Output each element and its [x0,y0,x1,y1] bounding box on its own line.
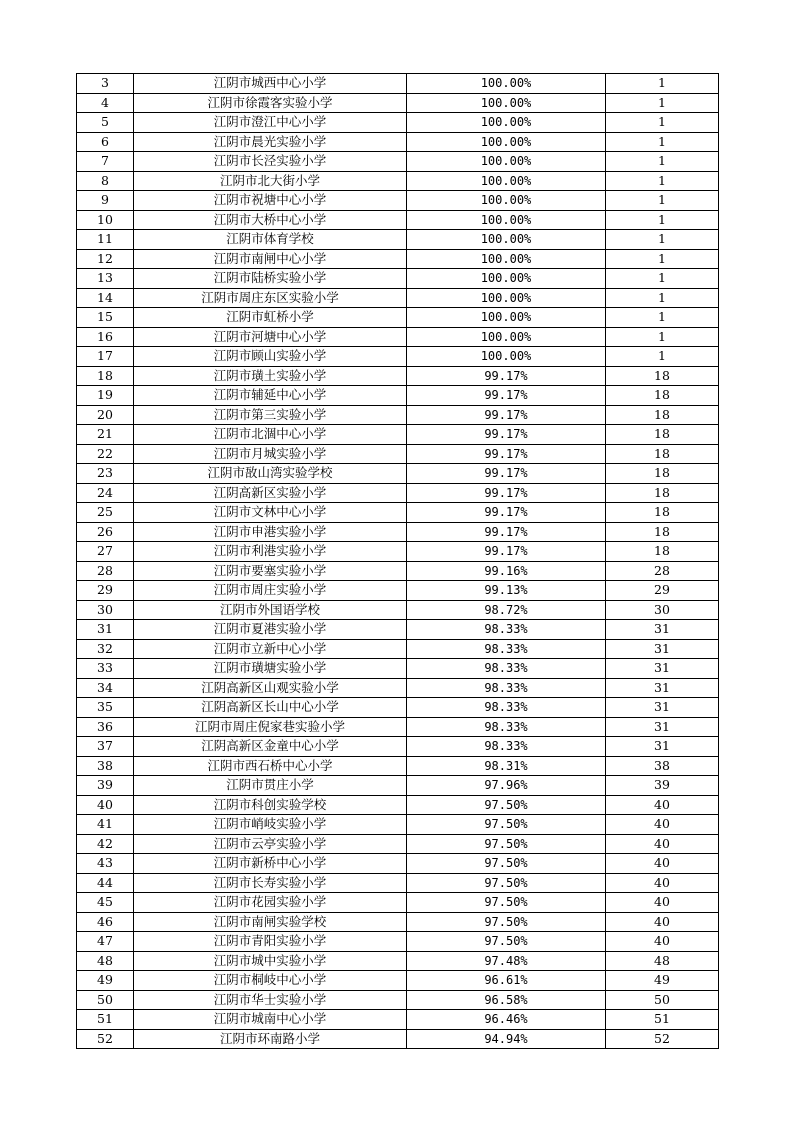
table-row [77,522,719,542]
rank-cell: 1 [606,132,719,152]
rank-cell: 1 [606,347,719,367]
school-name-cell: 江阴市贯庄小学 [134,776,407,796]
rate-cell: 94.94% [407,1029,606,1049]
rank-cell: 1 [606,191,719,211]
school-name-cell: 江阴市虹桥小学 [134,308,407,328]
row-number-cell: 7 [77,152,134,172]
row-number-cell: 16 [77,327,134,347]
school-name-cell: 江阴市祝塘中心小学 [134,191,407,211]
rank-cell: 1 [606,93,719,113]
school-name-cell: 江阴市体育学校 [134,230,407,250]
rate-cell: 98.72% [407,600,606,620]
rate-cell: 99.17% [407,483,606,503]
table-row [77,93,719,113]
rate-cell: 99.17% [407,444,606,464]
table-row [77,912,719,932]
rate-cell: 100.00% [407,74,606,94]
rank-cell: 1 [606,171,719,191]
table-row [77,581,719,601]
row-number-cell: 14 [77,288,134,308]
row-number-cell: 4 [77,93,134,113]
school-name-cell: 江阴市璜塘实验小学 [134,659,407,679]
row-number-cell: 40 [77,795,134,815]
school-name-cell: 江阴市月城实验小学 [134,444,407,464]
rank-cell: 1 [606,288,719,308]
row-number-cell: 46 [77,912,134,932]
rate-cell: 100.00% [407,132,606,152]
table-row [77,834,719,854]
table-row [77,717,719,737]
rank-cell: 1 [606,210,719,230]
table-row [77,210,719,230]
rank-cell: 52 [606,1029,719,1049]
school-name-cell: 江阴市长泾实验小学 [134,152,407,172]
rate-cell: 100.00% [407,210,606,230]
rank-cell: 40 [606,795,719,815]
rank-cell: 18 [606,542,719,562]
row-number-cell: 38 [77,756,134,776]
school-name-cell: 江阴市申港实验小学 [134,522,407,542]
rank-cell: 40 [606,873,719,893]
rate-cell: 99.13% [407,581,606,601]
row-number-cell: 18 [77,366,134,386]
rate-cell: 99.17% [407,366,606,386]
school-name-cell: 江阴市辅延中心小学 [134,386,407,406]
rate-cell: 99.17% [407,464,606,484]
row-number-cell: 31 [77,620,134,640]
rank-cell: 50 [606,990,719,1010]
rate-cell: 100.00% [407,288,606,308]
school-name-cell: 江阴市敔山湾实验学校 [134,464,407,484]
ranking-table-body [77,74,719,1049]
table-row [77,659,719,679]
row-number-cell: 34 [77,678,134,698]
rate-cell: 97.50% [407,893,606,913]
rank-cell: 1 [606,113,719,133]
school-name-cell: 江阴高新区实验小学 [134,483,407,503]
table-row [77,600,719,620]
rank-cell: 31 [606,717,719,737]
row-number-cell: 35 [77,698,134,718]
table-row [77,542,719,562]
rank-cell: 31 [606,678,719,698]
row-number-cell: 5 [77,113,134,133]
row-number-cell: 25 [77,503,134,523]
rank-cell: 1 [606,74,719,94]
school-name-cell: 江阴市周庄实验小学 [134,581,407,601]
rate-cell: 100.00% [407,269,606,289]
school-name-cell: 江阴市要塞实验小学 [134,561,407,581]
school-name-cell: 江阴市晨光实验小学 [134,132,407,152]
rank-cell: 51 [606,1010,719,1030]
row-number-cell: 32 [77,639,134,659]
school-name-cell: 江阴高新区长山中心小学 [134,698,407,718]
school-name-cell: 江阴市夏港实验小学 [134,620,407,640]
rate-cell: 97.50% [407,932,606,952]
rank-cell: 18 [606,366,719,386]
rate-cell: 98.33% [407,717,606,737]
row-number-cell: 11 [77,230,134,250]
rate-cell: 98.33% [407,678,606,698]
row-number-cell: 13 [77,269,134,289]
row-number-cell: 30 [77,600,134,620]
school-name-cell: 江阴高新区山观实验小学 [134,678,407,698]
table-row [77,152,719,172]
row-number-cell: 20 [77,405,134,425]
row-number-cell: 44 [77,873,134,893]
school-name-cell: 江阴市环南路小学 [134,1029,407,1049]
rank-cell: 1 [606,152,719,172]
rate-cell: 98.33% [407,639,606,659]
rank-cell: 40 [606,912,719,932]
rank-cell: 31 [606,639,719,659]
school-name-cell: 江阴市利港实验小学 [134,542,407,562]
row-number-cell: 37 [77,737,134,757]
table-row [77,1029,719,1049]
rank-cell: 40 [606,834,719,854]
school-name-cell: 江阴市科创实验学校 [134,795,407,815]
table-row [77,815,719,835]
school-name-cell: 江阴市外国语学校 [134,600,407,620]
rate-cell: 98.33% [407,659,606,679]
row-number-cell: 3 [77,74,134,94]
school-name-cell: 江阴市澄江中心小学 [134,113,407,133]
row-number-cell: 42 [77,834,134,854]
rank-cell: 31 [606,620,719,640]
rate-cell: 99.17% [407,405,606,425]
rate-cell: 97.50% [407,912,606,932]
rate-cell: 100.00% [407,308,606,328]
row-number-cell: 19 [77,386,134,406]
row-number-cell: 27 [77,542,134,562]
table-row [77,171,719,191]
row-number-cell: 21 [77,425,134,445]
rate-cell: 99.16% [407,561,606,581]
school-name-cell: 江阴市河塘中心小学 [134,327,407,347]
rate-cell: 100.00% [407,152,606,172]
school-name-cell: 江阴高新区金童中心小学 [134,737,407,757]
row-number-cell: 49 [77,971,134,991]
rate-cell: 99.17% [407,542,606,562]
rank-cell: 40 [606,815,719,835]
school-name-cell: 江阴市北大街小学 [134,171,407,191]
rate-cell: 100.00% [407,113,606,133]
rate-cell: 100.00% [407,249,606,269]
table-row [77,971,719,991]
rank-cell: 31 [606,737,719,757]
rank-cell: 31 [606,698,719,718]
row-number-cell: 17 [77,347,134,367]
table-row [77,951,719,971]
school-name-cell: 江阴市云亭实验小学 [134,834,407,854]
rank-cell: 18 [606,464,719,484]
row-number-cell: 50 [77,990,134,1010]
row-number-cell: 29 [77,581,134,601]
rank-cell: 18 [606,444,719,464]
table-row [77,308,719,328]
school-name-cell: 江阴市顾山实验小学 [134,347,407,367]
rate-cell: 96.58% [407,990,606,1010]
table-row [77,795,719,815]
row-number-cell: 26 [77,522,134,542]
school-name-cell: 江阴市徐霞客实验小学 [134,93,407,113]
rate-cell: 97.50% [407,834,606,854]
rank-cell: 18 [606,425,719,445]
rank-cell: 49 [606,971,719,991]
rank-cell: 40 [606,854,719,874]
ranking-table [76,73,719,1049]
table-row [77,269,719,289]
school-name-cell: 江阴市陆桥实验小学 [134,269,407,289]
row-number-cell: 47 [77,932,134,952]
rank-cell: 38 [606,756,719,776]
table-row [77,678,719,698]
rate-cell: 98.33% [407,737,606,757]
table-row [77,113,719,133]
rate-cell: 98.33% [407,698,606,718]
table-row [77,405,719,425]
school-name-cell: 江阴市大桥中心小学 [134,210,407,230]
rank-cell: 1 [606,327,719,347]
table-row [77,132,719,152]
rank-cell: 39 [606,776,719,796]
row-number-cell: 8 [77,171,134,191]
table-row [77,74,719,94]
table-row [77,756,719,776]
row-number-cell: 43 [77,854,134,874]
school-name-cell: 江阴市桐岐中心小学 [134,971,407,991]
table-row [77,503,719,523]
school-name-cell: 江阴市文林中心小学 [134,503,407,523]
rate-cell: 97.50% [407,815,606,835]
school-name-cell: 江阴市青阳实验小学 [134,932,407,952]
row-number-cell: 10 [77,210,134,230]
school-name-cell: 江阴市城南中心小学 [134,1010,407,1030]
rate-cell: 97.96% [407,776,606,796]
table-row [77,464,719,484]
rank-cell: 1 [606,308,719,328]
school-name-cell: 江阴市南闸实验学校 [134,912,407,932]
school-name-cell: 江阴市璜土实验小学 [134,366,407,386]
table-row [77,483,719,503]
table-row [77,425,719,445]
table-row [77,854,719,874]
rate-cell: 99.17% [407,425,606,445]
rate-cell: 99.17% [407,503,606,523]
table-row [77,990,719,1010]
rate-cell: 100.00% [407,171,606,191]
school-name-cell: 江阴市城西中心小学 [134,74,407,94]
rank-cell: 18 [606,503,719,523]
row-number-cell: 48 [77,951,134,971]
table-row [77,893,719,913]
rate-cell: 99.17% [407,522,606,542]
rate-cell: 98.33% [407,620,606,640]
school-name-cell: 江阴市南闸中心小学 [134,249,407,269]
table-row [77,366,719,386]
rank-cell: 18 [606,405,719,425]
rank-cell: 29 [606,581,719,601]
table-row [77,191,719,211]
row-number-cell: 39 [77,776,134,796]
school-name-cell: 江阴市城中实验小学 [134,951,407,971]
rank-cell: 1 [606,230,719,250]
rate-cell: 96.61% [407,971,606,991]
row-number-cell: 45 [77,893,134,913]
rate-cell: 97.50% [407,854,606,874]
rank-cell: 18 [606,386,719,406]
row-number-cell: 52 [77,1029,134,1049]
rate-cell: 98.31% [407,756,606,776]
table-row [77,347,719,367]
rate-cell: 97.50% [407,795,606,815]
rank-cell: 40 [606,932,719,952]
table-row [77,327,719,347]
rank-cell: 18 [606,483,719,503]
table-row [77,639,719,659]
table-row [77,698,719,718]
school-name-cell: 江阴市第三实验小学 [134,405,407,425]
table-row [77,444,719,464]
row-number-cell: 24 [77,483,134,503]
row-number-cell: 9 [77,191,134,211]
row-number-cell: 41 [77,815,134,835]
ranking-sheet [76,73,719,1049]
school-name-cell: 江阴市峭岐实验小学 [134,815,407,835]
table-row [77,620,719,640]
rate-cell: 100.00% [407,327,606,347]
school-name-cell: 江阴市西石桥中心小学 [134,756,407,776]
rate-cell: 97.48% [407,951,606,971]
row-number-cell: 15 [77,308,134,328]
school-name-cell: 江阴市新桥中心小学 [134,854,407,874]
table-row [77,230,719,250]
rate-cell: 96.46% [407,1010,606,1030]
rank-cell: 31 [606,659,719,679]
row-number-cell: 33 [77,659,134,679]
rank-cell: 48 [606,951,719,971]
school-name-cell: 江阴市周庄东区实验小学 [134,288,407,308]
rank-cell: 18 [606,522,719,542]
row-number-cell: 22 [77,444,134,464]
rank-cell: 40 [606,893,719,913]
row-number-cell: 12 [77,249,134,269]
rank-cell: 28 [606,561,719,581]
row-number-cell: 36 [77,717,134,737]
table-row [77,249,719,269]
rank-cell: 1 [606,269,719,289]
row-number-cell: 23 [77,464,134,484]
school-name-cell: 江阴市花园实验小学 [134,893,407,913]
school-name-cell: 江阴市华士实验小学 [134,990,407,1010]
school-name-cell: 江阴市北涸中心小学 [134,425,407,445]
table-row [77,561,719,581]
school-name-cell: 江阴市立新中心小学 [134,639,407,659]
rank-cell: 1 [606,249,719,269]
row-number-cell: 51 [77,1010,134,1030]
rate-cell: 100.00% [407,230,606,250]
rate-cell: 100.00% [407,191,606,211]
table-row [77,737,719,757]
table-row [77,288,719,308]
table-row [77,776,719,796]
rate-cell: 100.00% [407,93,606,113]
table-row [77,873,719,893]
row-number-cell: 6 [77,132,134,152]
table-row [77,1010,719,1030]
rank-cell: 30 [606,600,719,620]
rate-cell: 100.00% [407,347,606,367]
school-name-cell: 江阴市长寿实验小学 [134,873,407,893]
rate-cell: 97.50% [407,873,606,893]
school-name-cell: 江阴市周庄倪家巷实验小学 [134,717,407,737]
rate-cell: 99.17% [407,386,606,406]
table-row [77,932,719,952]
table-row [77,386,719,406]
row-number-cell: 28 [77,561,134,581]
